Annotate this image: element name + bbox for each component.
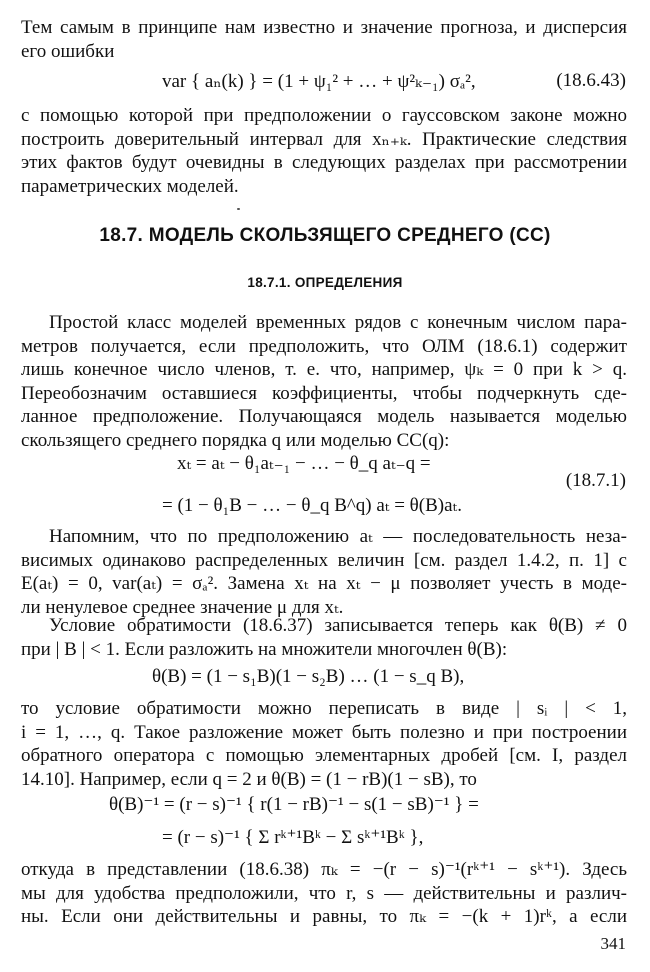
paragraph-condition — [21, 697, 627, 791]
text-line: Тем самым в принципе нам известно и значение прогноза, и дисперсия — [21, 17, 627, 38]
section-heading: 18.7. МОДЕЛЬ СКОЛЬЗЯЩЕГО СРЕДНЕГО (СС) — [99, 225, 551, 246]
text-line: обратного оператора с помощью элементарных дробей [см. I, раздел — [21, 745, 627, 766]
subsection-heading: 18.7.1. ОПРЕДЕЛЕНИЯ — [247, 275, 403, 290]
text-line: метров получается, если предположить, что ОЛМ (18.6.1) содержит — [21, 335, 627, 357]
text-line: Переобозначим оставшиеся коэффициенты, чтобы подчеркнуть сде- — [21, 382, 627, 404]
paragraph-recall — [21, 525, 627, 619]
text-line: ли ненулевое среднее значение μ для xₜ. — [21, 596, 344, 618]
text-line: Условие обратимости (18.6.37) записывается теперь как θ(B) ≠ 0 — [49, 615, 627, 636]
text-line: этих фактов будут очевидны в следующих разделах при рассмотрении — [21, 152, 627, 173]
text-line: 14.10]. Например, если q = 2 и θ(B) = (1 − rB)(1 − sB), то — [21, 768, 477, 790]
text-line: i = 1, …, q. Такое разложение может быть полезно и при построении — [21, 721, 627, 743]
text-line: откуда в представлении (18.6.38) πₖ = −(r − s)⁻¹(rᵏ⁺¹ − sᵏ⁺¹). Здесь — [21, 859, 627, 880]
print-speck — [237, 208, 240, 210]
equation-number: (18.6.43) — [556, 70, 626, 91]
text-line: параметрических моделей. — [21, 175, 239, 197]
text-line: ны. Если они действительны и равны, то πₖ = −(k + 1)rᵏ, а если — [21, 906, 627, 927]
equation-factorization: θ(B) = (1 − s₁B)(1 − s₂B) … (1 − s_q B), — [152, 666, 465, 687]
page-number: 341 — [600, 934, 626, 953]
text-line: его ошибки — [21, 40, 115, 62]
equation-number: (18.7.1) — [565, 470, 626, 491]
text-line: построить доверительный интервал для xₙ₊ₖ. Практические следствия — [21, 128, 627, 150]
paragraph-confidence-interval — [21, 104, 627, 198]
paragraph-invertibility — [21, 614, 627, 661]
text-line: скользящего среднего порядка q или моделью СС(q): — [21, 429, 450, 451]
text-line: Напомним, что по предположению aₜ — последовательность неза- — [49, 526, 627, 547]
text-line: Простой класс моделей временных рядов с конечным числом пара- — [49, 312, 627, 333]
text-line: с помощью которой при предположении о гауссовском законе можно — [21, 105, 627, 126]
paragraph-definition — [21, 311, 627, 452]
text-line: ланное предположение. Получающаяся модель называется моделью — [21, 406, 627, 427]
text-line: при | B | < 1. Если разложить на множители многочлен θ(B): — [21, 638, 508, 660]
paragraph-final — [21, 858, 627, 929]
paragraph-intro — [21, 16, 627, 63]
equation-inverse-line-2: = (r − s)⁻¹ { Σ rᵏ⁺¹Bᵏ − Σ sᵏ⁺¹Bᵏ }, — [162, 827, 424, 848]
text-line: мы для удобства предположили, что r, s — действительны и различ- — [21, 882, 627, 904]
text-line: висимых одинаково распределенных величин [см. раздел 1.4.2, п. 1] с — [21, 549, 627, 571]
text-line: лишь конечное число членов, т. е. что, например, ψₖ = 0 при k > q. — [21, 359, 627, 380]
text-line: то условие обратимости можно переписать в виде | sᵢ | < 1, — [21, 698, 627, 719]
text-line: E(aₜ) = 0, var(aₜ) = σₐ². Замена xₜ на xₜ − μ позволяет учесть в моде- — [21, 573, 627, 594]
equation-inverse-line-1: θ(B)⁻¹ = (r − s)⁻¹ { r(1 − rB)⁻¹ − s(1 − sB)⁻¹ } = — [109, 794, 479, 815]
equation-18-7-1-line-1: xₜ = aₜ − θ₁aₜ₋₁ − … − θ_q aₜ₋q = — [177, 453, 431, 474]
equation-18-6-43: var { aₙ(k) } = (1 + ψ₁² + … + ψ²ₖ₋₁) σₐ², — [162, 71, 476, 92]
equation-18-7-1-line-2: = (1 − θ₁B − … − θ_q B^q) aₜ = θ(B)aₜ. — [162, 495, 462, 516]
